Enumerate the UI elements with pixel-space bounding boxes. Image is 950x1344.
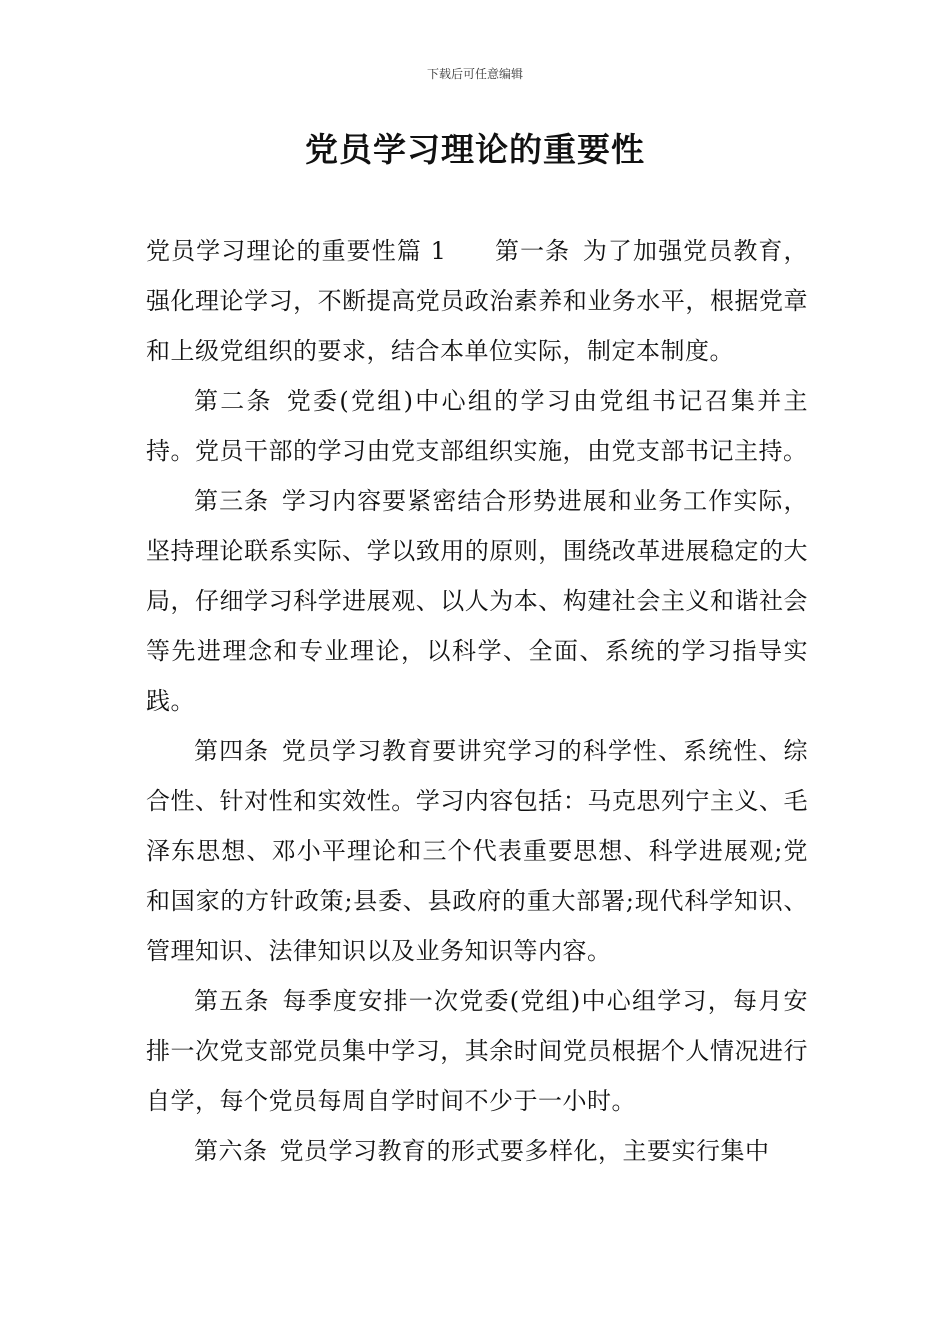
- intro-paragraph: [146, 226, 808, 376]
- header-note: 下载后可任意编辑: [426, 67, 523, 81]
- article-2-label: 第二条: [194, 387, 273, 415]
- article-5-text: 每季度安排一次党委(党组)中心组学习，每月安排一次党支部党员集中学习，其余时间党员根据个人情况进行自学，每个党员每周自学时间不少于一小时。: [146, 987, 809, 1115]
- article-2-paragraph: [146, 376, 808, 476]
- document-title: 党员学习理论的重要性: [305, 130, 645, 169]
- article-5-paragraph: [146, 976, 808, 1126]
- article-3-text: 学习内容要紧密结合形势进展和业务工作实际，坚持理论联系实际、学以致用的原则，围绕改革进展稳定的大局，仔细学习科学进展观、以人为本、构建社会主义和谐社会等先进理念和专业理论，以科学、全面、系统的学习指导实践。: [146, 487, 808, 715]
- intro-lead: 党员学习理论的重要性篇 1: [146, 237, 447, 265]
- article-1-text: 为了加强党员教育，强化理论学习，不断提高党员政治素养和业务水平，根据党章和上级党组织的要求，结合本单位实际，制定本制度。: [146, 237, 809, 365]
- article-3-label: 第三条: [194, 487, 270, 515]
- document-body: [146, 226, 808, 1176]
- article-4-label: 第四条: [194, 737, 270, 765]
- article-1-label: 第一条: [494, 237, 571, 265]
- article-6-label: 第六条: [194, 1137, 268, 1165]
- article-6-paragraph: [146, 1126, 808, 1176]
- article-5-label: 第五条: [194, 987, 270, 1015]
- article-6-text: 党员学习教育的形式要多样化，主要实行集中: [279, 1137, 770, 1165]
- article-4-text: 党员学习教育要讲究学习的科学性、系统性、综合性、针对性和实效性。学习内容包括：马克思列宁主义、毛泽东思想、邓小平理论和三个代表重要思想、科学进展观;党和国家的方针政策;县委、县政府的重大部署;现代科学知识、管理知识、法律知识以及业务知识等内容。: [146, 737, 808, 965]
- article-2-text: 党委(党组)中心组的学习由党组书记召集并主持。党员干部的学习由党支部组织实施，由党支部书记主持。: [146, 387, 809, 465]
- article-4-paragraph: [146, 726, 808, 976]
- article-3-paragraph: [146, 476, 808, 726]
